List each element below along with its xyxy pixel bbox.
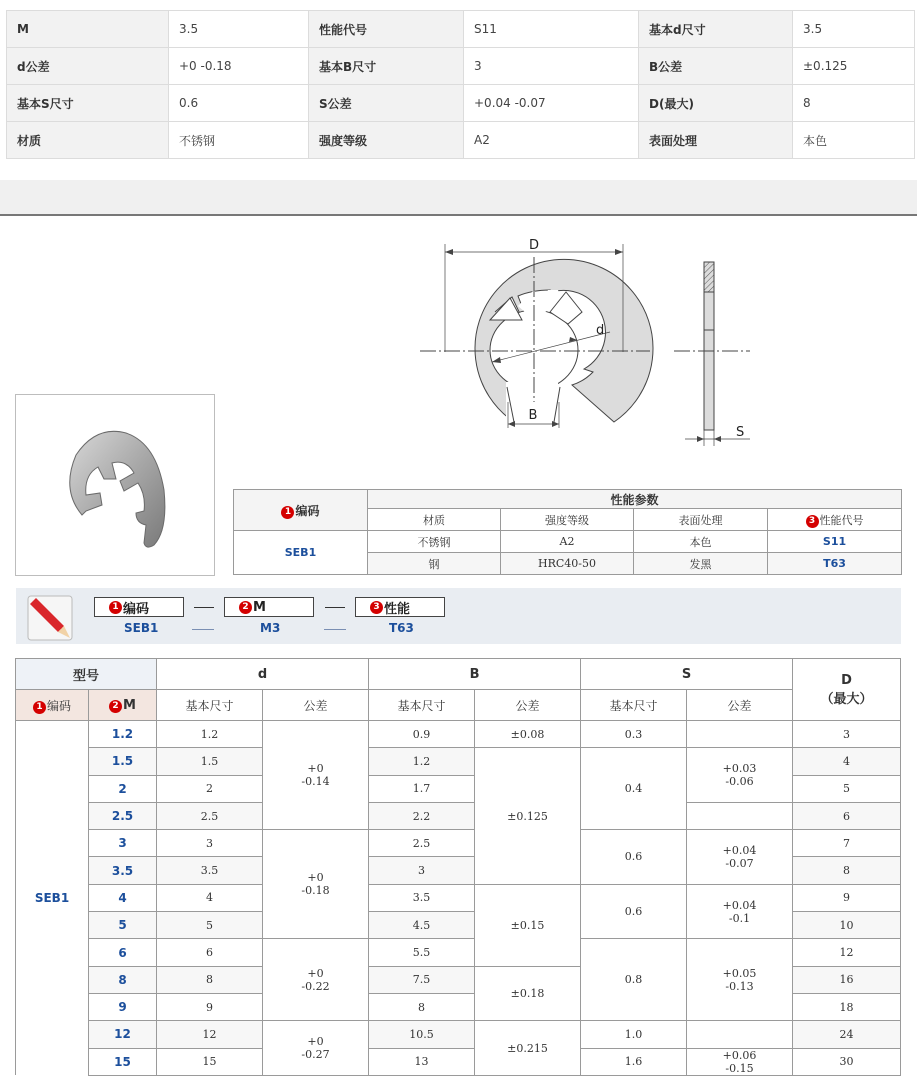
cell-d-basic: 6 — [157, 939, 263, 966]
spec-value: A2 — [464, 122, 639, 159]
cell-d-tol: +0 -0.27 — [263, 1021, 369, 1076]
cell-S-tol — [687, 721, 793, 748]
cell-B-basic: 1.2 — [369, 748, 475, 775]
table-row — [16, 1021, 901, 1048]
cell-S-tol — [687, 1021, 793, 1048]
spec-key: 强度等级 — [309, 122, 464, 159]
property-table — [233, 489, 902, 575]
spec-key: 性能代号 — [309, 11, 464, 48]
cell-D: 6 — [793, 802, 901, 829]
cell-B-basic: 5.5 — [369, 939, 475, 966]
section-divider — [0, 180, 917, 216]
cell-d-basic: 2.5 — [157, 802, 263, 829]
table-row — [16, 830, 901, 857]
col-surface: 表面处理 — [634, 509, 768, 531]
cell-S-tol: +0.06 -0.15 — [687, 1048, 793, 1075]
header-S-tol: 公差 — [687, 690, 793, 721]
spec-value: 3.5 — [793, 11, 915, 48]
table-row — [16, 884, 901, 911]
cell-d-basic: 5 — [157, 912, 263, 939]
prop-cell: 不锈钢 — [368, 531, 501, 553]
cell-D: 30 — [793, 1048, 901, 1075]
cell-B-basic: 2.5 — [369, 830, 475, 857]
cell-S-basic: 1.0 — [581, 1021, 687, 1048]
prop-cell: T63 — [768, 553, 902, 575]
cell-S-basic: 1.6 — [581, 1048, 687, 1075]
code-header: 1 编码 — [234, 490, 368, 531]
cell-d-tol: +0 -0.22 — [263, 939, 369, 1021]
order-value-m: M3 — [260, 621, 281, 635]
spec-value: 8 — [793, 85, 915, 122]
header-d: d — [157, 659, 369, 690]
cell-M: 9 — [89, 993, 157, 1020]
table-row — [16, 748, 901, 775]
col-material: 材质 — [368, 509, 501, 531]
spec-value: +0.04 -0.07 — [464, 85, 639, 122]
header-code: 1 编码 — [16, 690, 89, 721]
cell-d-tol: +0 -0.18 — [263, 830, 369, 939]
spec-value: S11 — [464, 11, 639, 48]
header-S: S — [581, 659, 793, 690]
cell-B-basic: 3.5 — [369, 884, 475, 911]
cell-D: 16 — [793, 966, 901, 993]
cell-B-basic: 1.7 — [369, 775, 475, 802]
cell-D: 24 — [793, 1021, 901, 1048]
cell-S-basic: 0.4 — [581, 748, 687, 830]
order-box-perf: 3 性能 — [355, 597, 445, 617]
cell-d-tol: +0 -0.14 — [263, 721, 369, 830]
col-strength: 强度等级 — [501, 509, 634, 531]
spec-value: 3.5 — [169, 11, 309, 48]
header-B: B — [369, 659, 581, 690]
cell-M: 1.5 — [89, 748, 157, 775]
cell-M: 1.2 — [89, 721, 157, 748]
header-d-basic: 基本尺寸 — [157, 690, 263, 721]
cell-B-tol: ±0.125 — [475, 748, 581, 884]
cell-D: 8 — [793, 857, 901, 884]
prop-cell: 发黑 — [634, 553, 768, 575]
cell-M: 6 — [89, 939, 157, 966]
prop-cell: 本色 — [634, 531, 768, 553]
order-value-code: SEB1 — [124, 621, 159, 635]
order-value-perf: T63 — [389, 621, 414, 635]
cell-M: 12 — [89, 1021, 157, 1048]
cell-M: 5 — [89, 912, 157, 939]
spec-key: d公差 — [7, 48, 169, 85]
spec-key: 基本S尺寸 — [7, 85, 169, 122]
row-code: SEB1 — [16, 721, 89, 1076]
table-row — [16, 802, 901, 829]
cell-S-tol: +0.05 -0.13 — [687, 939, 793, 1021]
prop-cell: S11 — [768, 531, 902, 553]
cell-d-basic: 4 — [157, 884, 263, 911]
spec-value: 本色 — [793, 122, 915, 159]
cell-B-basic: 10.5 — [369, 1021, 475, 1048]
cell-B-basic: 13 — [369, 1048, 475, 1075]
spec-value: ±0.125 — [793, 48, 915, 85]
spec-key: S公差 — [309, 85, 464, 122]
cell-B-basic: 3 — [369, 857, 475, 884]
cell-S-basic: 0.3 — [581, 721, 687, 748]
cell-B-tol: ±0.15 — [475, 884, 581, 966]
cell-M: 4 — [89, 884, 157, 911]
prop-cell: HRC40-50 — [501, 553, 634, 575]
cell-B-tol: ±0.08 — [475, 721, 581, 748]
cell-B-basic: 4.5 — [369, 912, 475, 939]
cell-M: 2 — [89, 775, 157, 802]
order-box-code: 1 编码 — [94, 597, 184, 617]
cell-B-basic: 8 — [369, 993, 475, 1020]
label-D: D — [528, 238, 540, 253]
cell-d-basic: 1.2 — [157, 721, 263, 748]
cell-M: 2.5 — [89, 802, 157, 829]
cell-B-tol: ±0.18 — [475, 966, 581, 1021]
cell-M: 3 — [89, 830, 157, 857]
header-D: D （最大） — [793, 659, 901, 721]
product-photo — [15, 394, 215, 576]
cell-d-basic: 3 — [157, 830, 263, 857]
dimension-table — [15, 658, 901, 1076]
spec-key: 基本B尺寸 — [309, 48, 464, 85]
header-B-basic: 基本尺寸 — [369, 690, 475, 721]
cell-D: 18 — [793, 993, 901, 1020]
cell-d-basic: 12 — [157, 1021, 263, 1048]
cell-D: 3 — [793, 721, 901, 748]
cell-M: 15 — [89, 1048, 157, 1075]
cell-B-tol: ±0.215 — [475, 1021, 581, 1076]
cell-D: 5 — [793, 775, 901, 802]
spec-key: D(最大) — [639, 85, 793, 122]
cell-S-basic: 0.8 — [581, 939, 687, 1021]
cell-d-basic: 3.5 — [157, 857, 263, 884]
header-model: 型号 — [16, 659, 157, 690]
cell-d-basic: 2 — [157, 775, 263, 802]
spec-table — [6, 10, 915, 159]
col-perf-code: 3 性能代号 — [768, 509, 902, 531]
header-M: 2 M — [89, 690, 157, 721]
spec-value: 不锈钢 — [169, 122, 309, 159]
prop-cell: 钢 — [368, 553, 501, 575]
spec-key: 表面处理 — [639, 122, 793, 159]
cell-d-basic: 1.5 — [157, 748, 263, 775]
cell-B-basic: 7.5 — [369, 966, 475, 993]
label-d: d — [596, 323, 605, 338]
cell-D: 7 — [793, 830, 901, 857]
cell-S-tol: +0.03 -0.06 — [687, 748, 793, 803]
header-B-tol: 公差 — [475, 690, 581, 721]
cell-d-basic: 9 — [157, 993, 263, 1020]
spec-key: M — [7, 11, 169, 48]
pencil-note-icon — [22, 590, 78, 642]
cell-S-tol: +0.04 -0.07 — [687, 830, 793, 885]
prop-cell: A2 — [501, 531, 634, 553]
spec-key: 材质 — [7, 122, 169, 159]
spec-value: 3 — [464, 48, 639, 85]
cell-D: 10 — [793, 912, 901, 939]
label-S: S — [736, 425, 745, 440]
cell-D: 12 — [793, 939, 901, 966]
prop-code: SEB1 — [234, 531, 368, 575]
header-d-tol: 公差 — [263, 690, 369, 721]
cell-S-basic: 0.6 — [581, 884, 687, 939]
cell-d-basic: 15 — [157, 1048, 263, 1075]
cell-D: 9 — [793, 884, 901, 911]
cell-D: 4 — [793, 748, 901, 775]
cell-d-basic: 8 — [157, 966, 263, 993]
header-S-basic: 基本尺寸 — [581, 690, 687, 721]
technical-drawing — [400, 232, 780, 452]
cell-M: 8 — [89, 966, 157, 993]
spec-value: +0 -0.18 — [169, 48, 309, 85]
cell-B-basic: 0.9 — [369, 721, 475, 748]
table-row — [16, 721, 901, 748]
cell-S-basic: 0.6 — [581, 830, 687, 885]
label-B: B — [528, 408, 538, 423]
table-row — [16, 939, 901, 966]
spec-value: 0.6 — [169, 85, 309, 122]
cell-B-basic: 2.2 — [369, 802, 475, 829]
cell-M: 3.5 — [89, 857, 157, 884]
table-row — [16, 1048, 901, 1075]
cell-S-tol: +0.04 -0.1 — [687, 884, 793, 939]
perf-header: 性能参数 — [368, 490, 902, 509]
spec-key: 基本d尺寸 — [639, 11, 793, 48]
order-box-m: 2 M — [224, 597, 314, 617]
spec-key: B公差 — [639, 48, 793, 85]
cell-S-tol — [687, 802, 793, 829]
ordering-example — [16, 588, 901, 644]
